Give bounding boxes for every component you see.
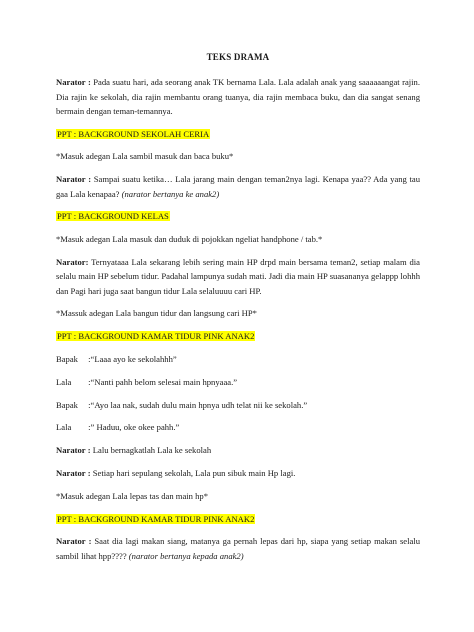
speaker-name: Lala bbox=[56, 376, 72, 387]
narrator-label: Narator bbox=[56, 445, 86, 456]
ppt-note bbox=[56, 512, 420, 526]
highlighted-ppt: PPT : BACKGROUND KAMAR TIDUR PINK ANAK2 bbox=[57, 331, 255, 342]
colon: : bbox=[88, 536, 92, 547]
narration-paragraph bbox=[56, 172, 420, 201]
speaker-name: Bapak bbox=[56, 399, 78, 410]
ppt-note bbox=[56, 329, 420, 343]
narrator-label: Narator bbox=[56, 174, 86, 185]
dialogue-line bbox=[56, 352, 420, 366]
narration-text: Ternyataaa Lala sekarang lebih sering main HP drpd main bersama teman2, setiap malam dia selalu main HP sebelum tidur. Padahal lampunya sudah mati. Jadi dia main HP suasananya gelappp lohhh dan Pagi hari juga saat bangun tidur Lala selaluuuu cari HP. bbox=[56, 256, 420, 296]
colon: : bbox=[87, 467, 91, 478]
narration-paragraph bbox=[56, 443, 420, 457]
dialogue-text: :“Ayo laa nak, sudah dulu main hpnya udh telat nii ke sekolah.” bbox=[88, 399, 308, 410]
narration-paragraph bbox=[56, 466, 420, 480]
narration-text: Sampai suatu ketika… Lala jarang main dengan teman2nya lagi. Kenapa yaa?? Ada yang tau gaa Lala kenapaa? bbox=[56, 174, 420, 199]
narrator-label: Narator bbox=[56, 256, 86, 267]
narration-paragraph bbox=[56, 534, 420, 563]
narration-text: Lalu bernagkatlah Lala ke sekolah bbox=[92, 445, 212, 456]
colon: : bbox=[88, 174, 92, 185]
highlighted-ppt: PPT : BACKGROUND SEKOLAH CERIA bbox=[57, 128, 210, 139]
narration-note: (narator bertanya ke anak2) bbox=[121, 188, 220, 199]
document-title: TEKS DRAMA bbox=[206, 52, 270, 62]
stage-direction: *Masuk adegan Lala lepas tas dan main hp* bbox=[56, 490, 209, 501]
speaker-name: Bapak bbox=[56, 353, 78, 364]
highlighted-ppt: PPT : BACKGROUND KAMAR TIDUR PINK ANAK2 bbox=[57, 513, 255, 524]
narrator-label: Narator bbox=[56, 536, 86, 547]
narration-note: (narator bertanya kepada anak2) bbox=[128, 550, 244, 561]
narration-paragraph bbox=[56, 255, 420, 298]
dialogue-text: :” Haduu, oke okee pahh.” bbox=[88, 422, 180, 433]
narrator-label: Narator bbox=[56, 467, 86, 478]
narration-text: Setiap hari sepulang sekolah, Lala pun sibuk main Hp lagi. bbox=[92, 467, 296, 478]
document-page bbox=[56, 50, 420, 571]
colon: : bbox=[88, 77, 91, 88]
narrator-label: Narator bbox=[56, 77, 86, 88]
dialogue-text: :“Nanti pahh belom selesai main hpnyaaa.” bbox=[88, 376, 238, 387]
highlighted-ppt: PPT : BACKGROUND KELAS bbox=[57, 211, 169, 222]
dialogue-line bbox=[56, 398, 420, 412]
stage-direction: *Masuk adegan Lala masuk dan duduk di pojokkan ngeliat handphone / tab.* bbox=[56, 234, 323, 245]
dialogue-line bbox=[56, 420, 420, 434]
narration-text: Pada suatu hari, ada seorang anak TK bernama Lala. Lala adalah anak yang saaaaaangat rajin. Dia rajin ke sekolah, dia rajin membantu orang tuanya, dia rajin membaca buku, dan dia sangat senang bermain dengan teman-temannya. bbox=[56, 77, 420, 116]
ppt-note bbox=[56, 127, 420, 141]
ppt-note bbox=[56, 209, 420, 223]
dialogue-line bbox=[56, 375, 420, 389]
dialogue-text: :“Laaa ayo ke sekolahhh” bbox=[88, 353, 177, 364]
colon: : bbox=[87, 445, 91, 456]
narration-paragraph bbox=[56, 75, 420, 118]
colon: : bbox=[85, 256, 89, 267]
narration-text: Saat dia lagi makan siang, matanya ga pernah lepas dari hp, siapa yang setiap makan selalu sambil lihat hpp???? bbox=[56, 536, 420, 561]
stage-direction: *Masuk adegan Lala sambil masuk dan baca buku* bbox=[56, 151, 234, 162]
stage-direction: *Massuk adegan Lala bangun tidur dan langsung cari HP* bbox=[56, 308, 257, 319]
speaker-name: Lala bbox=[56, 422, 72, 433]
